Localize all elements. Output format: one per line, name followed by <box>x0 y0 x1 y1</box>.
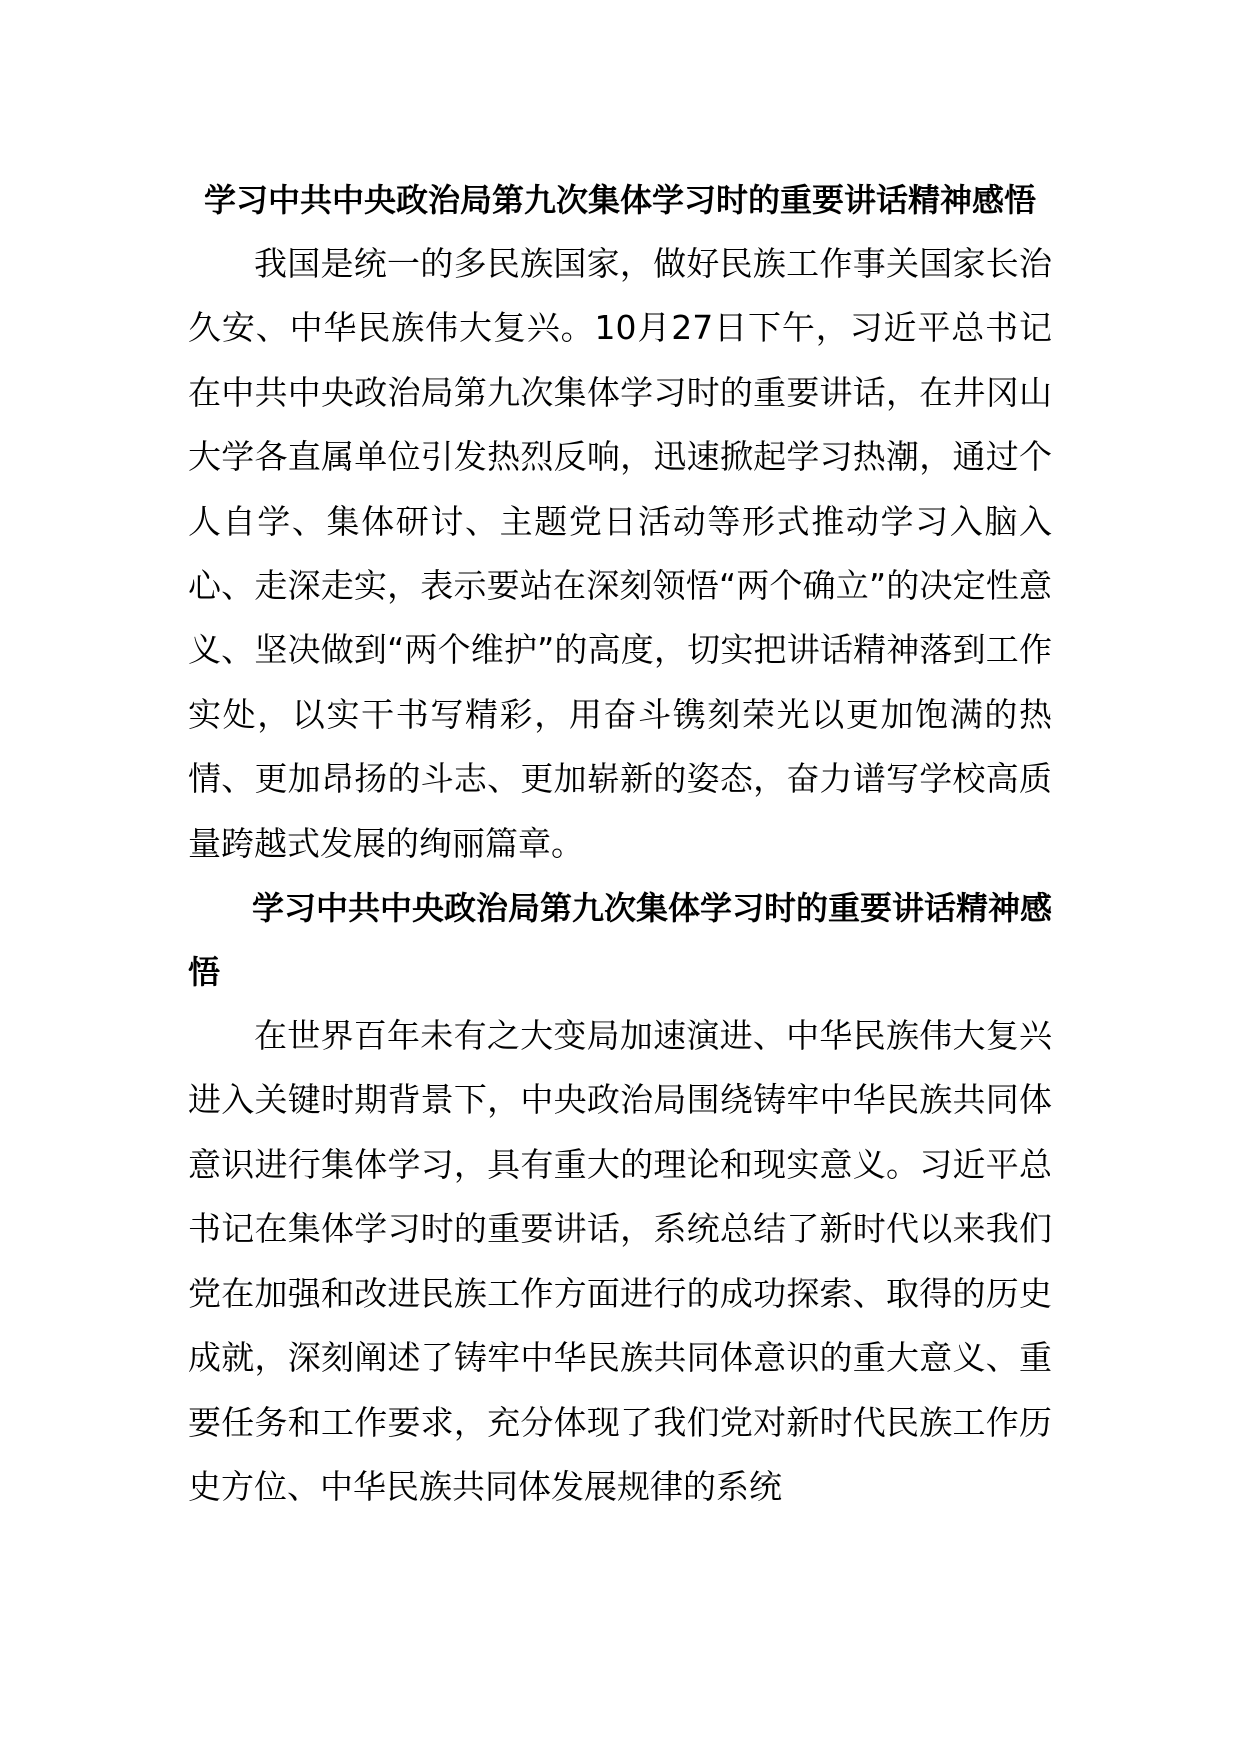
body-paragraph-2: 在世界百年未有之大变局加速演进、中华民族伟大复兴进入关键时期背景下，中央政治局围绕铸牢中华民族共同体意识进行集体学习，具有重大的理论和现实意义。习近平总书记在集体学习时的重要讲话，系统总结了新时代以来我们党在加强和改进民族工作方面进行的成功探索、取得的历史成就，深刻阐述了铸牢中华民族共同体意识的重大意义、重要任务和工作要求，充分体现了我们党对新时代民族工作历史方位、中华民族共同体发展规律的系统 <box>188 1016 1052 1506</box>
document-title: 学习中共中央政治局第九次集体学习时的重要讲话精神感悟 <box>203 181 1036 219</box>
section-heading: 学习中共中央政治局第九次集体学习时的重要讲话精神感悟 <box>188 889 1053 992</box>
document-page <box>188 168 1052 1519</box>
body-paragraph-1: 我国是统一的多民族国家，做好民族工作事关国家长治久安、中华民族伟大复兴。10月27日下午，习近平总书记在中共中央政治局第九次集体学习时的重要讲话，在井冈山大学各直属单位引发热烈反响，迅速掀起学习热潮，通过个人自学、集体研讨、主题党日活动等形式推动学习入脑入心、走深走实，表示要站在深刻领悟“两个确立”的决定性意义、坚决做到“两个维护”的高度，切实把讲话精神落到工作实处，以实干书写精彩，用奋斗镌刻荣光以更加饱满的热情、更加昂扬的斗志、更加崭新的姿态，奋力谱写学校高质量跨越式发展的绚丽篇章。 <box>188 244 1052 863</box>
